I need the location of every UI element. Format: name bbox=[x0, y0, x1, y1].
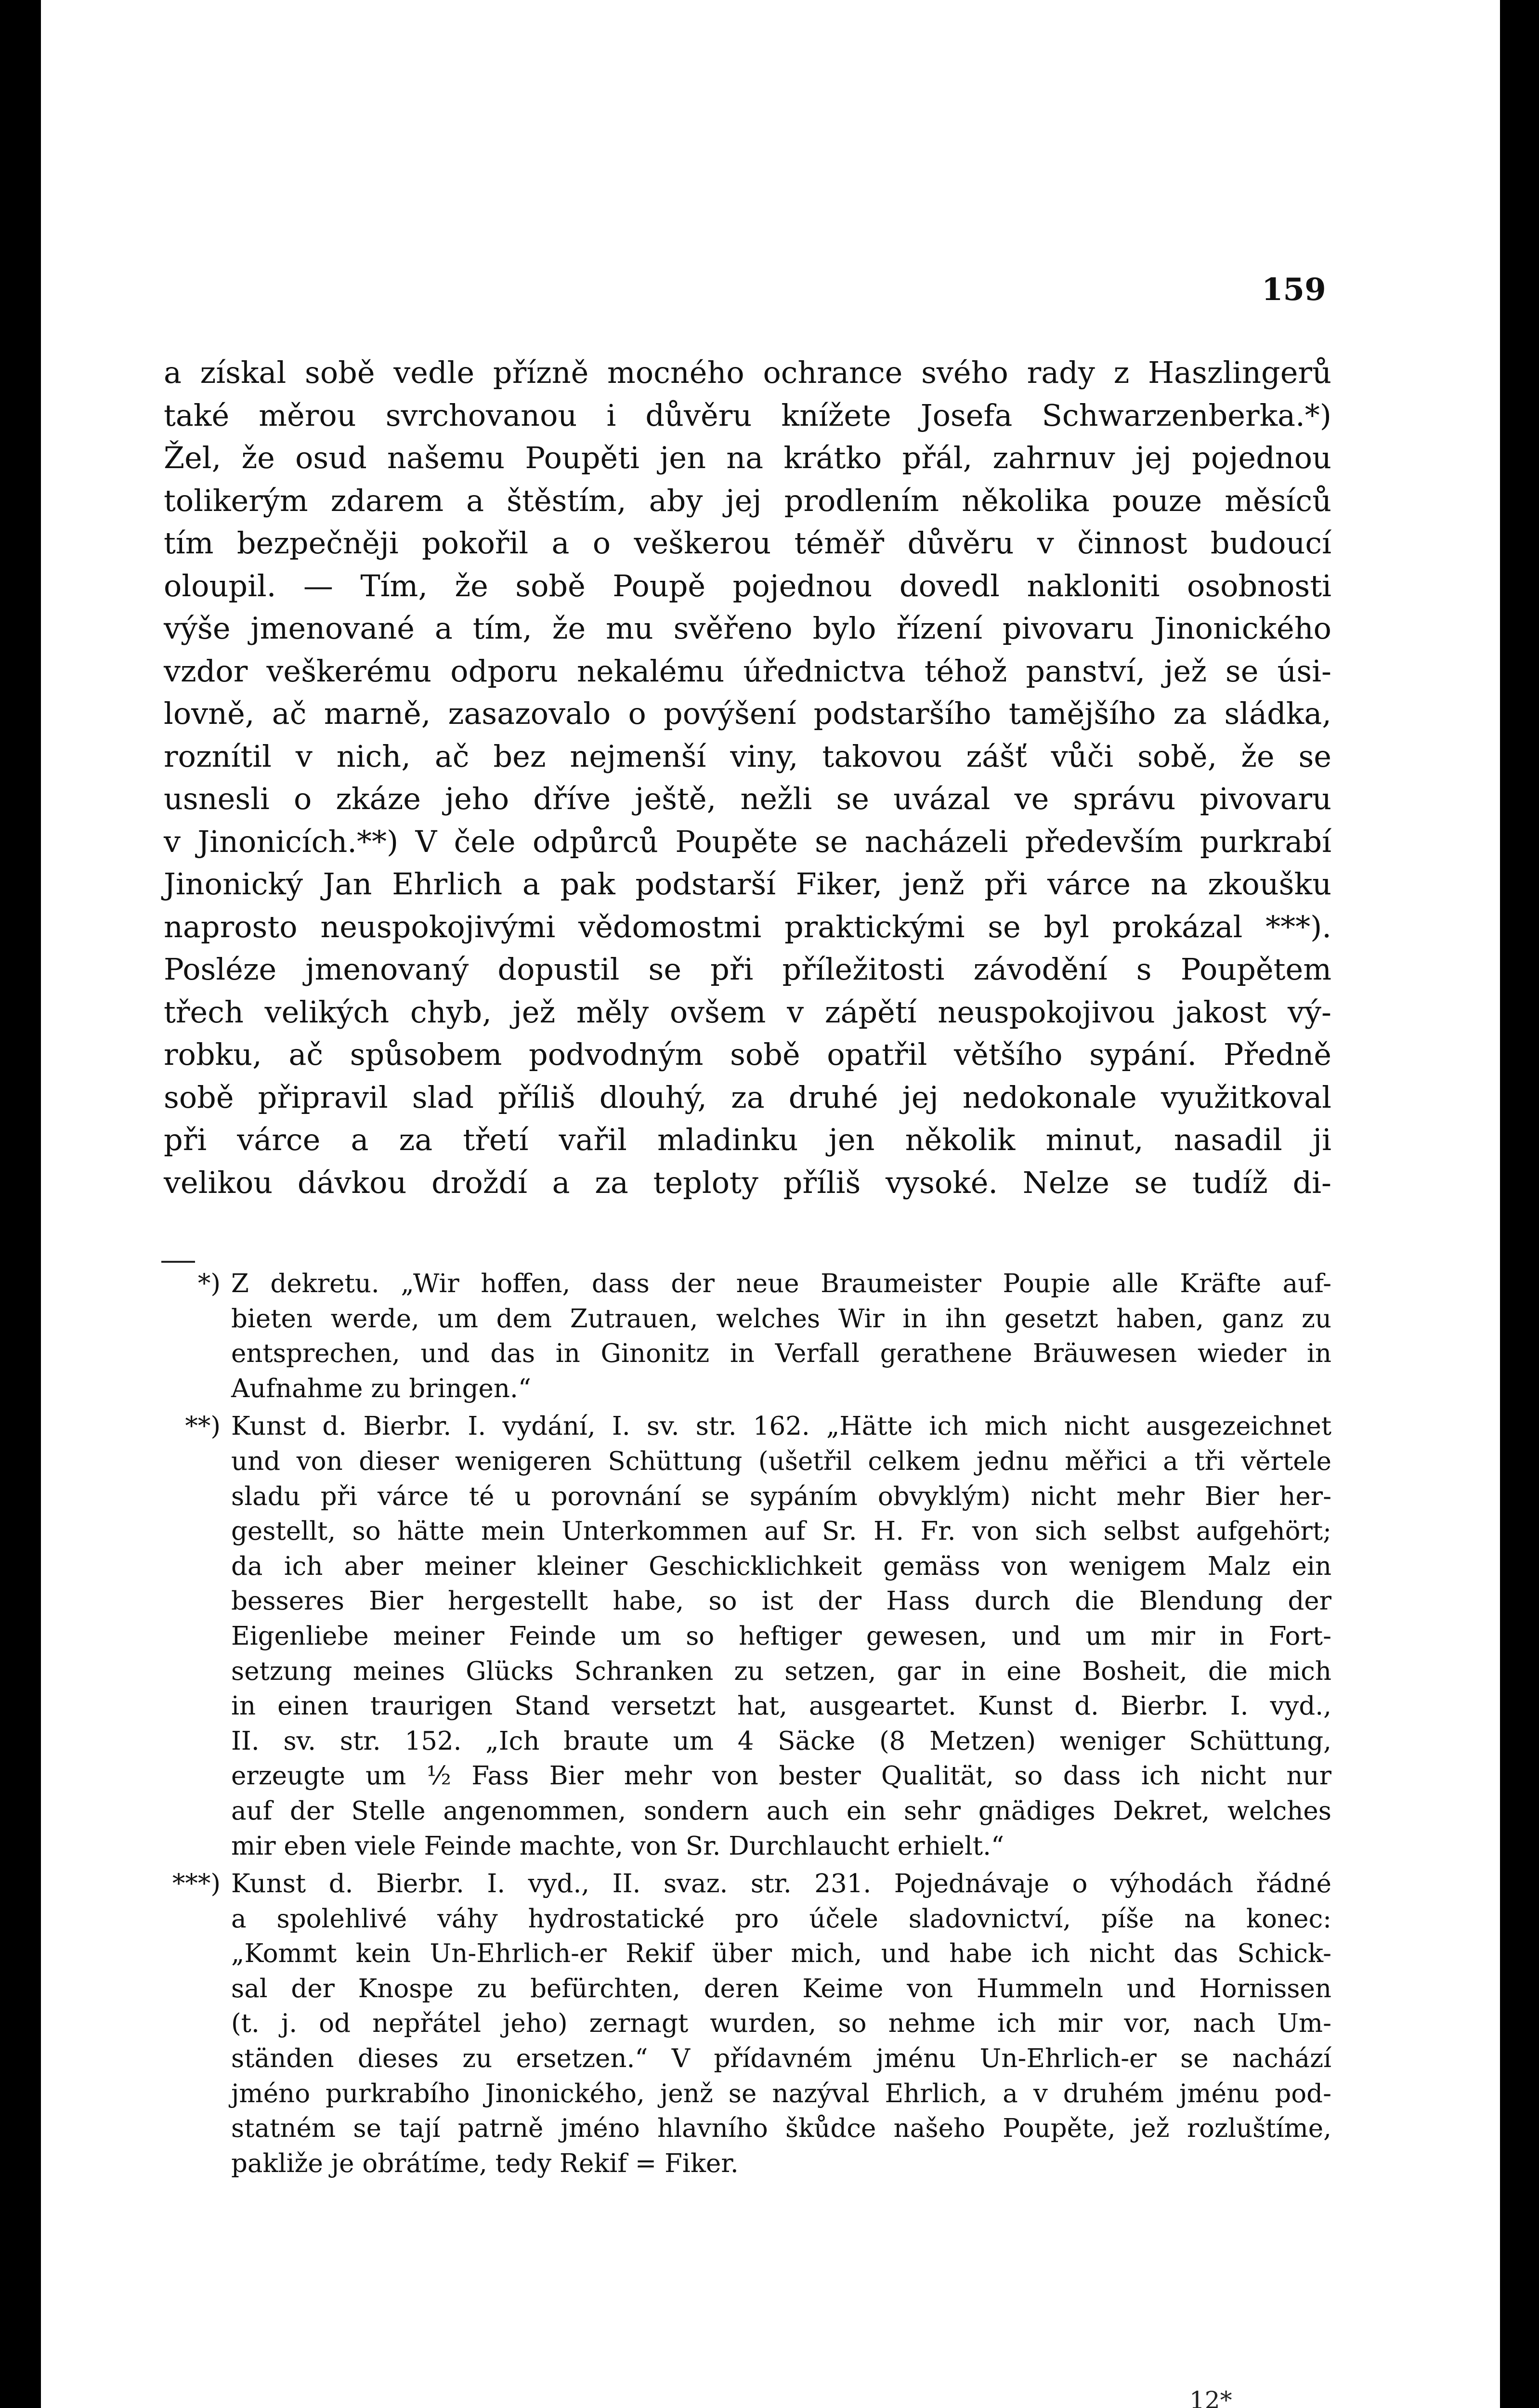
page-number: 159 bbox=[1262, 272, 1326, 308]
footnote-line: sal der Knospe zu befürchten, deren Keime von Hummeln und Hornissen bbox=[231, 1974, 1331, 2003]
body-line: roznítil v nich, ač bez nejmenší viny, takovou zášť vůči sobě, že se bbox=[164, 738, 1331, 774]
body-line: při várce a za třetí vařil mladinku jen několik minut, nasadil ji bbox=[164, 1122, 1331, 1157]
footnote-line: Kunst d. Bierbr. I. vydání, I. sv. str. 162. „Hätte ich mich nicht ausgezeichnet bbox=[231, 1412, 1331, 1441]
footnote-separator bbox=[161, 1261, 195, 1263]
body-line: třech velikých chyb, jež měly ovšem v zápětí neuspokojivou jakost vý- bbox=[164, 994, 1331, 1030]
footnote-marker: **) bbox=[185, 1412, 221, 1441]
footnote-line: entsprechen, und das in Ginonitz in Verfall gerathene Bräuwesen wieder in bbox=[231, 1339, 1331, 1369]
body-line: usnesli o zkáze jeho dříve ještě, nežli se uvázal ve správu pivovaru bbox=[164, 781, 1331, 816]
footnote-line: setzung meines Glücks Schranken zu setzen, gar in eine Bosheit, die mich bbox=[231, 1656, 1331, 1686]
footnote-marker: ***) bbox=[172, 1869, 221, 1899]
footnotes-section bbox=[164, 1267, 1331, 2184]
body-line: také měrou svrchovanou i důvěru knížete Josefa Schwarzenberka.*) bbox=[164, 397, 1331, 433]
body-line: Jinonický Jan Ehrlich a pak podstarší Fiker, jenž při várce na zkoušku bbox=[164, 866, 1331, 902]
book-page bbox=[41, 0, 1500, 2408]
footnote-text bbox=[231, 1409, 1331, 1864]
footnote-line: II. sv. str. 152. „Ich braute um 4 Säcke (8 Metzen) weniger Schüttung, bbox=[231, 1726, 1331, 1756]
main-body-text bbox=[164, 352, 1331, 1204]
body-line: vzdor veškerému odporu nekalému úřednictva téhož panství, jež se úsi- bbox=[164, 653, 1331, 689]
footnote-line: (t. j. od nepřátel jeho) zernagt wurden, so nehme ich mir vor, nach Um- bbox=[231, 2009, 1331, 2039]
footnote-2 bbox=[164, 1409, 1331, 1864]
footnote-line: Z dekretu. „Wir hoffen, dass der neue Braumeister Poupie alle Kräfte auf- bbox=[231, 1269, 1331, 1298]
footnote-line: ständen dieses zu ersetzen.“ V přídavném jménu Un-Ehrlich-er se nachází bbox=[231, 2044, 1331, 2074]
footnote-line: und von dieser wenigeren Schüttung (ušetřil celkem jednu měřici a tři věrtele bbox=[231, 1446, 1331, 1476]
body-line: Posléze jmenovaný dopustil se při příležitosti závodění s Poupětem bbox=[164, 952, 1331, 987]
footnote-line: Aufnahme zu bringen.“ bbox=[231, 1374, 531, 1403]
body-line: tolikerým zdarem a štěstím, aby jej prodlením několika pouze měsíců bbox=[164, 483, 1331, 518]
body-line: a získal sobě vedle přízně mocného ochrance svého rady z Haszlingerů bbox=[164, 355, 1331, 390]
footnote-line: Kunst d. Bierbr. I. vyd., II. svaz. str. 231. Pojednávaje o výhodách řádné bbox=[231, 1869, 1331, 1899]
body-line: sobě připravil slad příliš dlouhý, za druhé jej nedokonale využitkoval bbox=[164, 1079, 1331, 1115]
body-line: lovně, ač marně, zasazovalo o povýšení podstaršího tamějšího za sládka, bbox=[164, 696, 1331, 731]
body-line: výše jmenované a tím, že mu svěřeno bylo řízení pivovaru Jinonického bbox=[164, 611, 1331, 646]
footnote-line: da ich aber meiner kleiner Geschicklichkeit gemäss von wenigem Malz ein bbox=[231, 1551, 1331, 1581]
body-line: v Jinonicích.**) V čele odpůrců Poupěte se nacházeli především purkrabí bbox=[164, 824, 1331, 859]
footnote-line: a spolehlivé váhy hydrostatické pro účele sladovnictví, píše na konec: bbox=[231, 1904, 1331, 1934]
footnote-line: statném se tají patrně jméno hlavního škůdce našeho Poupěte, jež rozluštíme, bbox=[231, 2114, 1331, 2144]
footnote-1 bbox=[164, 1267, 1331, 1406]
body-line: oloupil. — Tím, že sobě Poupě pojednou dovedl nakloniti osobnosti bbox=[164, 568, 1331, 603]
footnote-line: sladu při várce té u porovnání se sypáním obvyklým) nicht mehr Bier her- bbox=[231, 1481, 1331, 1511]
footnote-line: auf der Stelle angenommen, sondern auch ein sehr gnädiges Dekret, welches bbox=[231, 1796, 1331, 1826]
footnote-marker: *) bbox=[197, 1269, 221, 1298]
footnote-text bbox=[231, 1267, 1331, 1406]
footnote-line: besseres Bier hergestellt habe, so ist der Hass durch die Blendung der bbox=[231, 1586, 1331, 1616]
footnote-line: Eigenliebe meiner Feinde um so heftiger gewesen, und um mir in Fort- bbox=[231, 1621, 1331, 1651]
footnote-line: erzeugte um ½ Fass Bier mehr von bester Qualität, so dass ich nicht nur bbox=[231, 1761, 1331, 1791]
footnote-line: in einen traurigen Stand versetzt hat, ausgeartet. Kunst d. Bierbr. I. vyd., bbox=[231, 1691, 1331, 1721]
footnote-line: gestellt, so hätte mein Unterkommen auf Sr. H. Fr. von sich selbst aufgehört; bbox=[231, 1517, 1331, 1546]
body-line: robku, ač spůsobem podvodným sobě opatřil většího sypání. Předně bbox=[164, 1037, 1331, 1072]
footnote-3 bbox=[164, 1867, 1331, 2181]
footnote-line: bieten werde, um dem Zutrauen, welches Wir in ihn gesetzt haben, ganz zu bbox=[231, 1304, 1331, 1334]
footnote-line: pakliže je obrátíme, tedy Rekif = Fiker. bbox=[231, 2148, 739, 2178]
body-line: Žel, že osud našemu Poupěti jen na krátko přál, zahrnuv jej pojednou bbox=[164, 440, 1331, 475]
footnote-line: jméno purkrabího Jinonického, jenž se nazýval Ehrlich, a v druhém jménu pod- bbox=[231, 2079, 1331, 2108]
footnote-line: mir eben viele Feinde machte, von Sr. Durchlaucht erhielt.“ bbox=[231, 1831, 1004, 1861]
body-line: velikou dávkou droždí a za teploty příliš vysoké. Nelze se tudíž di- bbox=[164, 1165, 1331, 1200]
footnote-text bbox=[231, 1867, 1331, 2181]
body-line: tím bezpečněji pokořil a o veškerou téměř důvěru v činnost budoucí bbox=[164, 525, 1331, 561]
footnote-line: „Kommt kein Un-Ehrlich-er Rekif über mich, und habe ich nicht das Schick- bbox=[231, 1939, 1331, 1969]
printer-signature-mark: 12* bbox=[1189, 2386, 1232, 2408]
body-line: naprosto neuspokojivými vědomostmi praktickými se byl prokázal ***). bbox=[164, 909, 1331, 944]
